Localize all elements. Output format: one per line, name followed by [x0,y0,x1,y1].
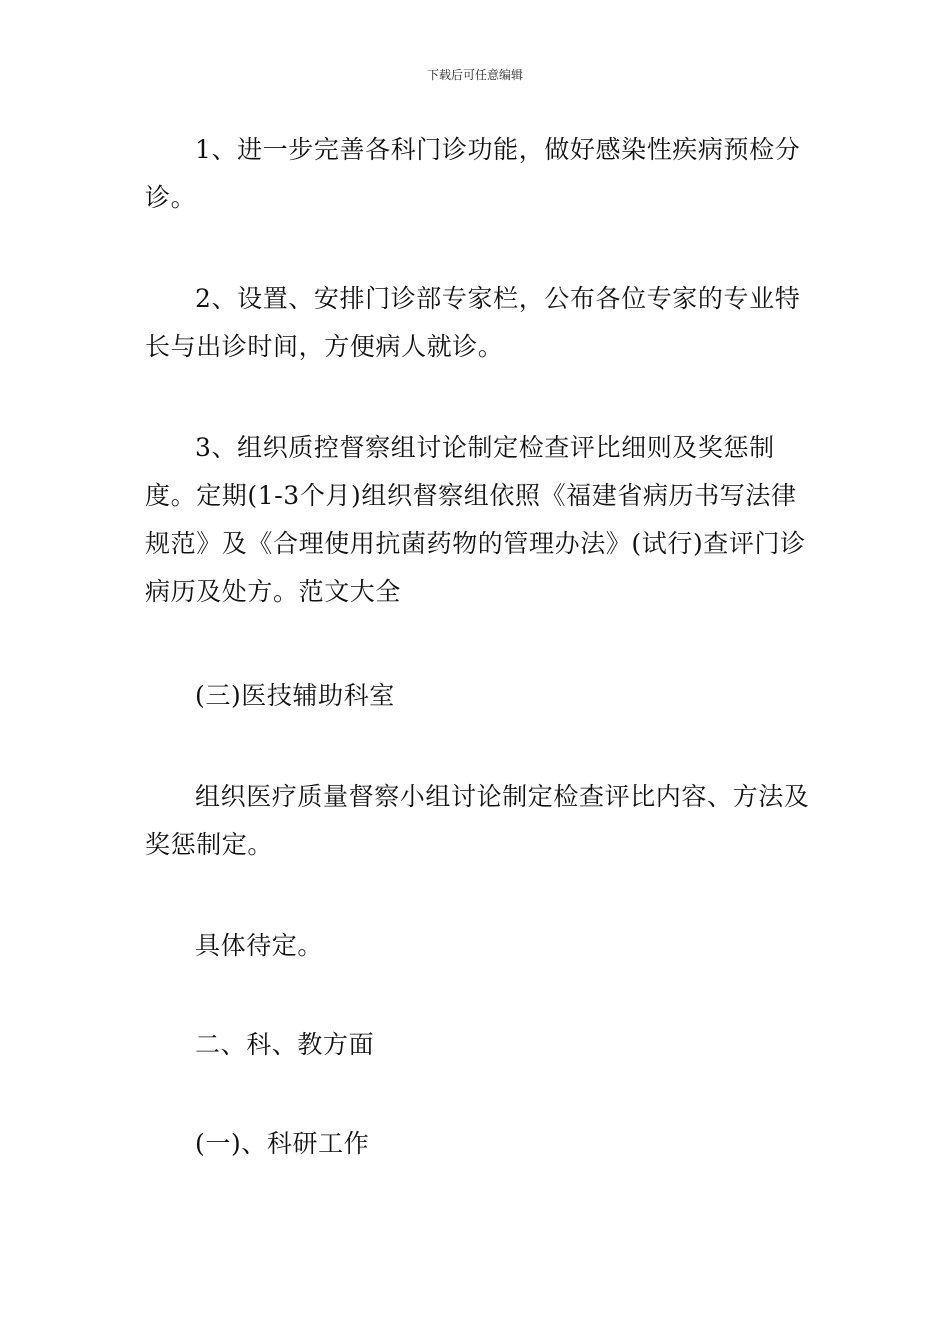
paragraph-4: 组织医疗质量督察小组讨论制定检查评比内容、方法及奖惩制定。 [145,782,810,859]
section-heading-keyan: (一)、科研工作 [195,1129,370,1158]
section-heading-kejiao: 二、科、教方面 [195,1030,375,1059]
section-heading-yiji: (三)医技辅助科室 [195,681,395,710]
paragraph-5: 具体待定。 [195,931,324,960]
paragraph-2: 2、设置、安排门诊部专家栏，公布各位专家的专业特长与出诊时间，方便病人就诊。 [145,284,801,361]
page-header: 下载后可任意编辑 [426,68,523,82]
paragraph-3: 3、组织质控督察组讨论制定检查评比细则及奖惩制度。定期(1-3个月)组织督察组依照《福建省病历书写法律规范》及《合理使用抗菌药物的管理办法》(试行)查评门诊病历及处方。范文大全 [145,433,806,606]
paragraph-1: 1、进一步完善各科门诊功能，做好感染性疾病预检分诊。 [145,135,801,212]
